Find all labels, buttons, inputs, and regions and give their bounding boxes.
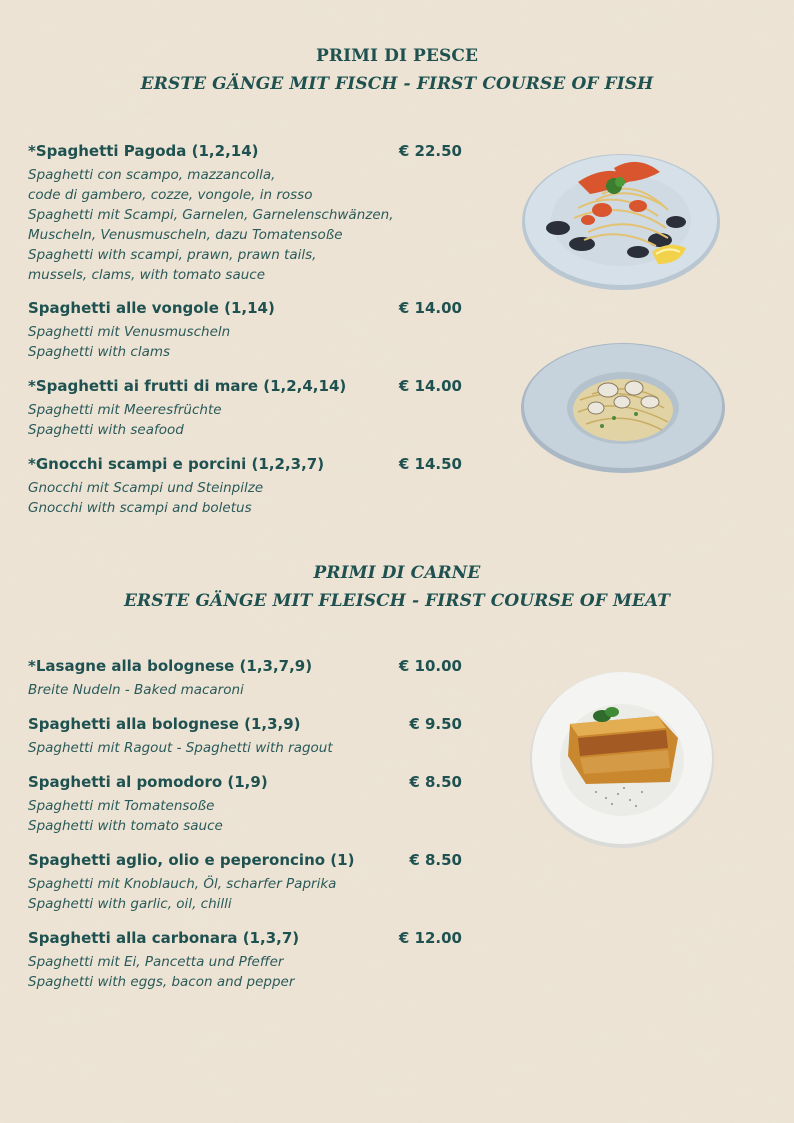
item-description bbox=[28, 680, 468, 700]
item-name: Spaghetti alla carbonara (1,3,7) bbox=[28, 929, 300, 947]
menu-item-spaghetti-frutti-di-mare bbox=[28, 377, 468, 440]
description-line: Spaghetti with clams bbox=[28, 344, 171, 360]
item-description bbox=[28, 738, 468, 758]
description-line: Gnocchi mit Scampi und Steinpilze bbox=[28, 480, 264, 496]
description-line: Spaghetti mit Knoblauch, Öl, scharfer Paprika bbox=[28, 876, 337, 892]
item-description bbox=[28, 322, 468, 362]
description-line: Muscheln, Venusmuscheln, dazu Tomatensoße bbox=[28, 227, 343, 243]
item-price: € 14.00 bbox=[398, 377, 462, 395]
menu-item-spaghetti-carbonara bbox=[28, 929, 468, 992]
item-description bbox=[28, 165, 468, 285]
item-price: € 10.00 bbox=[398, 657, 462, 675]
item-name: *Lasagne alla bolognese (1,3,7,9) bbox=[28, 657, 313, 675]
description-line: mussels, clams, with tomato sauce bbox=[28, 267, 266, 283]
section-title-meat: PRIMI DI CARNE bbox=[313, 563, 481, 583]
section-title-fish: PRIMI DI PESCE bbox=[315, 46, 479, 66]
description-line: Spaghetti mit Tomatensoße bbox=[28, 798, 215, 814]
item-name: Spaghetti al pomodoro (1,9) bbox=[28, 773, 268, 791]
section-subtitle-fish: ERSTE GÄNGE MIT FISCH - FIRST COURSE OF FISH bbox=[140, 74, 654, 94]
item-name: Spaghetti alle vongole (1,14) bbox=[28, 299, 275, 317]
seafood-spaghetti-photo bbox=[518, 148, 724, 292]
item-description bbox=[28, 874, 468, 914]
description-line: code di gambero, cozze, vongole, in rosso bbox=[28, 187, 313, 203]
menu-item-spaghetti-pomodoro bbox=[28, 773, 468, 836]
menu-item-spaghetti-aglio-olio bbox=[28, 851, 468, 914]
description-line: Spaghetti mit Scampi, Garnelen, Garnelenschwänzen, bbox=[28, 207, 394, 223]
item-name: Spaghetti aglio, olio e peperoncino (1) bbox=[28, 851, 355, 869]
description-line: Gnocchi with scampi and boletus bbox=[28, 500, 252, 516]
description-line: Spaghetti mit Ragout - Spaghetti with ragout bbox=[28, 740, 333, 756]
menu-item-gnocchi-scampi-porcini bbox=[28, 455, 468, 518]
menu-item-spaghetti-bolognese bbox=[28, 715, 468, 758]
menu-item-lasagne-bolognese bbox=[28, 657, 468, 700]
description-line: Spaghetti with seafood bbox=[28, 422, 184, 438]
description-line: Spaghetti mit Ei, Pancetta und Pfeffer bbox=[28, 954, 284, 970]
item-price: € 9.50 bbox=[409, 715, 462, 733]
item-price: € 14.00 bbox=[398, 299, 462, 317]
item-description bbox=[28, 952, 468, 992]
description-line: Spaghetti con scampo, mazzancolla, bbox=[28, 167, 276, 183]
item-description bbox=[28, 478, 468, 518]
description-line: Spaghetti mit Venusmuscheln bbox=[28, 324, 231, 340]
description-line: Spaghetti with garlic, oil, chilli bbox=[28, 896, 232, 912]
vongole-spaghetti-photo bbox=[518, 338, 728, 476]
item-name: Spaghetti alla bolognese (1,3,9) bbox=[28, 715, 301, 733]
menu-item-spaghetti-vongole bbox=[28, 299, 468, 362]
item-price: € 8.50 bbox=[409, 773, 462, 791]
item-price: € 14.50 bbox=[398, 455, 462, 473]
description-line: Spaghetti with scampi, prawn, prawn tails, bbox=[28, 247, 317, 263]
description-line: Spaghetti with tomato sauce bbox=[28, 818, 223, 834]
description-line: Breite Nudeln - Baked macaroni bbox=[28, 682, 244, 698]
description-line: Spaghetti mit Meeresfrüchte bbox=[28, 402, 222, 418]
item-name: *Spaghetti Pagoda (1,2,14) bbox=[28, 142, 259, 160]
item-price: € 12.00 bbox=[398, 929, 462, 947]
description-line: Spaghetti with eggs, bacon and pepper bbox=[28, 974, 295, 990]
item-price: € 22.50 bbox=[398, 142, 462, 160]
section-subtitle-meat: ERSTE GÄNGE MIT FLEISCH - FIRST COURSE OF MEAT bbox=[123, 591, 671, 611]
lasagne-photo bbox=[526, 664, 718, 850]
menu-item-spaghetti-pagoda bbox=[28, 142, 468, 285]
item-price: € 8.50 bbox=[409, 851, 462, 869]
item-description bbox=[28, 400, 468, 440]
item-name: *Spaghetti ai frutti di mare (1,2,4,14) bbox=[28, 377, 347, 395]
item-description bbox=[28, 796, 468, 836]
item-name: *Gnocchi scampi e porcini (1,2,3,7) bbox=[28, 455, 325, 473]
